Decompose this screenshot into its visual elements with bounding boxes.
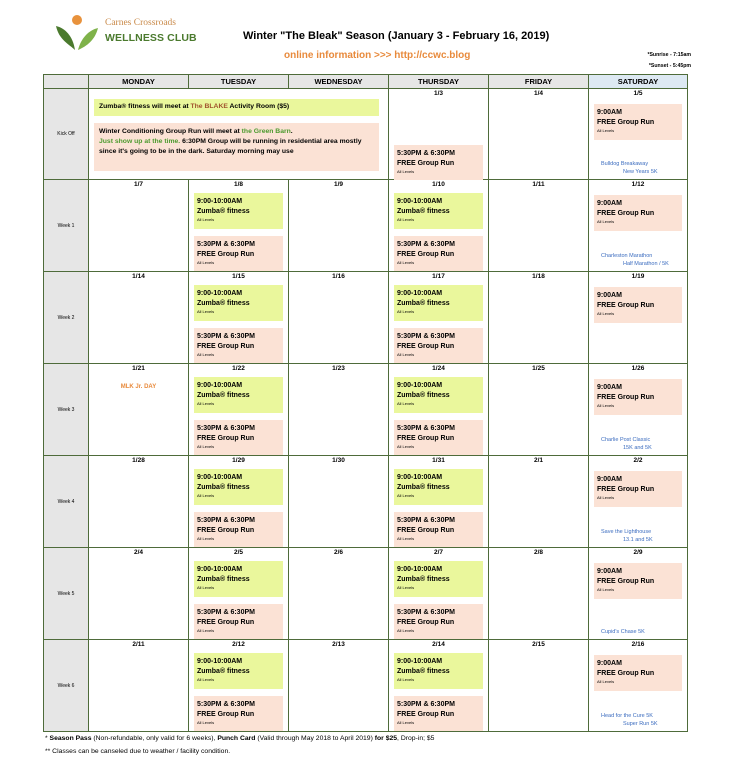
event-group-run[interactable]: 5:30PM & 6:30PM FREE Group Run All Levels — [394, 696, 483, 731]
date-label: 2/15 — [532, 641, 545, 648]
race-note: Bulldog Breakaway New Years 5K — [601, 161, 658, 175]
event-group-run[interactable]: 5:30PM & 6:30PM FREE Group Run All Levels — [394, 604, 483, 639]
race-note: Charleston Marathon Half Marathon / 5K — [601, 253, 669, 267]
col-header-monday: MONDAY — [89, 75, 189, 89]
race-note: Save the Lighthouse 13.1 and 5K — [601, 529, 653, 543]
col-header-wednesday: WEDNESDAY — [289, 75, 389, 89]
date-label: 1/4 — [533, 90, 544, 97]
event-group-run[interactable]: 5:30PM & 6:30PM FREE Group Run All Levels — [194, 696, 283, 731]
col-header-thursday: THURSDAY — [389, 75, 489, 89]
page-title: Winter "The Bleak" Season (January 3 - February 16, 2019) — [243, 30, 550, 42]
day-cell-wed — [289, 364, 389, 456]
day-cell-mon — [89, 548, 189, 640]
run-show-up-note: Just show up at the time. — [99, 138, 181, 145]
date-label: 1/11 — [532, 181, 545, 188]
date-label: 1/22 — [232, 365, 245, 372]
day-cell-mon — [89, 272, 189, 364]
day-cell-sat — [589, 180, 688, 272]
day-cell-sat — [589, 89, 688, 180]
day-cell-thu — [389, 364, 489, 456]
event-zumba[interactable]: 9:00-10:00AM Zumba® fitness All Levels — [194, 285, 283, 321]
week-row — [44, 640, 688, 732]
date-label: 2/2 — [633, 457, 643, 464]
event-saturday-run[interactable]: 9:00AM FREE Group Run All Levels — [594, 379, 682, 415]
row-label-week: Week 1 — [44, 180, 89, 272]
week-row — [44, 548, 688, 640]
day-cell-thu — [389, 548, 489, 640]
date-label: 1/3 — [433, 90, 444, 97]
footer-pricing-note: * Season Pass (Non-refundable, only valid for 6 weeks), Punch Card (Valid through May 2018 to April 2019) for $25, Drop-in; $5 — [45, 735, 435, 742]
date-label: 2/4 — [133, 549, 144, 556]
event-group-run[interactable]: 5:30PM & 6:30PM FREE Group Run All Levels — [194, 512, 283, 547]
day-cell-wed — [289, 180, 389, 272]
kickoff-row — [44, 89, 688, 180]
day-cell-thu — [389, 272, 489, 364]
event-zumba[interactable]: 9:00-10:00AM Zumba® fitness All Levels — [394, 285, 483, 321]
day-cell-tue — [189, 456, 289, 548]
col-header-friday: FRIDAY — [489, 75, 589, 89]
event-saturday-run[interactable]: 9:00AM FREE Group Run All Levels — [594, 471, 682, 507]
day-cell-wed — [289, 456, 389, 548]
day-cell-fri — [489, 640, 589, 732]
date-label: 2/1 — [533, 457, 544, 464]
date-label: 2/5 — [233, 549, 244, 556]
date-label: 1/14 — [132, 273, 145, 280]
day-cell-thu — [389, 89, 489, 180]
date-label: 1/24 — [432, 365, 445, 372]
day-cell-fri — [489, 456, 589, 548]
footer-cancel-note: ** Classes can be canseled due to weather / facility condition. — [45, 748, 231, 755]
event-saturday-run[interactable]: 9:00AM FREE Group Run All Levels — [594, 104, 682, 140]
day-cell-thu — [389, 456, 489, 548]
week-row — [44, 272, 688, 364]
race-note: Cupid's Chase 5K — [601, 629, 645, 635]
date-label: 1/18 — [532, 273, 545, 280]
event-zumba[interactable]: 9:00-10:00AM Zumba® fitness All Levels — [194, 653, 283, 689]
event-group-run[interactable]: 5:30PM & 6:30PM FREE Group Run All Levels — [394, 512, 483, 547]
event-saturday-run[interactable]: 9:00AM FREE Group Run All Levels — [594, 287, 682, 323]
event-saturday-run[interactable]: 9:00AM FREE Group Run All Levels — [594, 563, 682, 599]
date-label: 1/29 — [232, 457, 245, 464]
day-cell-fri — [489, 180, 589, 272]
kickoff-info-cell — [89, 89, 389, 180]
date-label: 1/30 — [332, 457, 345, 464]
kickoff-zumba-note: Zumba® fitness will meet at The BLAKE Activity Room ($5) — [94, 99, 379, 116]
event-saturday-run[interactable]: 9:00AM FREE Group Run All Levels — [594, 195, 682, 231]
row-label-week: Week 3 — [44, 364, 89, 456]
col-header-saturday: SATURDAY — [589, 75, 688, 89]
day-cell-fri — [489, 548, 589, 640]
event-zumba[interactable]: 9:00-10:00AM Zumba® fitness All Levels — [394, 561, 483, 597]
date-label: 2/14 — [432, 641, 445, 648]
week-row — [44, 456, 688, 548]
date-label: 1/28 — [132, 457, 145, 464]
row-label-week: Week 5 — [44, 548, 89, 640]
schedule-calendar — [43, 74, 688, 732]
day-cell-mon — [89, 456, 189, 548]
date-label: 1/19 — [631, 273, 645, 280]
date-label: 2/12 — [232, 641, 245, 648]
day-cell-fri — [489, 89, 589, 180]
day-cell-tue — [189, 364, 289, 456]
logo-text-top: Carnes Crossroads — [105, 18, 176, 28]
event-group-run[interactable]: 5:30PM & 6:30PM FREE Group Run All Levels — [394, 328, 483, 363]
date-label: 1/17 — [432, 273, 445, 280]
event-zumba[interactable]: 9:00-10:00AM Zumba® fitness All Levels — [394, 469, 483, 505]
date-label: 1/23 — [332, 365, 345, 372]
day-cell-fri — [489, 272, 589, 364]
date-label: 2/7 — [433, 549, 444, 556]
day-cell-wed — [289, 640, 389, 732]
date-label: 1/15 — [232, 273, 245, 280]
sunset-note: *Sunset - 5:45pm — [648, 63, 691, 69]
day-cell-sat — [589, 364, 688, 456]
week-row — [44, 180, 688, 272]
row-label-kickoff: Kick Off — [44, 89, 89, 180]
date-label: 1/8 — [233, 181, 244, 188]
event-zumba[interactable]: 9:00-10:00AM Zumba® fitness All Levels — [194, 377, 283, 413]
event-zumba[interactable]: 9:00-10:00AM Zumba® fitness All Levels — [394, 653, 483, 689]
event-group-run[interactable]: 5:30PM & 6:30PM FREE Group Run All Levels — [194, 420, 283, 455]
event-group-run[interactable]: 5:30PM & 6:30PM FREE Group Run All Levels — [394, 236, 483, 271]
day-cell-thu — [389, 640, 489, 732]
date-label: 1/25 — [532, 365, 545, 372]
date-label: 1/31 — [432, 457, 445, 464]
holiday-note: MLK Jr. DAY — [120, 384, 157, 390]
event-saturday-run[interactable]: 9:00AM FREE Group Run All Levels — [594, 655, 682, 691]
online-info-link[interactable]: online information >>> http://ccwc.blog — [284, 50, 471, 61]
sunrise-note: *Sunrise - 7:15am — [647, 52, 691, 58]
date-label: 1/16 — [332, 273, 345, 280]
day-cell-tue — [189, 548, 289, 640]
day-cell-fri — [489, 364, 589, 456]
date-label: 1/9 — [333, 181, 344, 188]
date-label: 1/5 — [633, 90, 643, 97]
date-label: 2/8 — [533, 549, 544, 556]
day-cell-thu — [389, 180, 489, 272]
row-label-week: Week 2 — [44, 272, 89, 364]
leaf-logo-icon — [55, 14, 99, 54]
day-cell-wed — [289, 548, 389, 640]
row-label-week: Week 6 — [44, 640, 89, 732]
date-label: 1/10 — [432, 181, 445, 188]
date-label: 2/9 — [633, 549, 643, 556]
date-label: 2/13 — [332, 641, 345, 648]
date-label: 2/6 — [333, 549, 344, 556]
day-cell-sat — [589, 272, 688, 364]
logo-text-bottom: WELLNESS CLUB — [105, 32, 197, 44]
event-group-run[interactable]: 5:30PM & 6:30PM FREE Group Run All Levels — [194, 236, 283, 271]
day-cell-tue — [189, 180, 289, 272]
date-label: 1/26 — [631, 365, 645, 372]
date-label: 1/12 — [631, 181, 645, 188]
day-cell-mon — [89, 640, 189, 732]
event-group-run[interactable]: 5:30PM & 6:30PM FREE Group Run All Levels — [394, 145, 483, 180]
event-zumba[interactable]: 9:00-10:00AM Zumba® fitness All Levels — [194, 561, 283, 597]
event-zumba[interactable]: 9:00-10:00AM Zumba® fitness All Levels — [394, 377, 483, 413]
corner-cell — [44, 75, 89, 89]
run-location: the Green Barn — [241, 128, 291, 135]
date-label: 2/11 — [132, 641, 145, 648]
club-logo — [55, 14, 195, 54]
week-row — [44, 364, 688, 456]
day-cell-sat — [589, 456, 688, 548]
calendar-header-row — [44, 75, 688, 89]
date-label: 2/16 — [631, 641, 645, 648]
day-cell-tue — [189, 272, 289, 364]
day-cell-tue — [189, 640, 289, 732]
zumba-location: The BLAKE — [190, 103, 228, 110]
date-label: 1/21 — [132, 365, 145, 372]
race-note: Charlie Post Classic 15K and 5K — [601, 437, 652, 451]
event-zumba[interactable]: 9:00-10:00AM Zumba® fitness All Levels — [194, 193, 283, 229]
row-label-week: Week 4 — [44, 456, 89, 548]
day-cell-sat — [589, 548, 688, 640]
day-cell-mon — [89, 364, 189, 456]
event-group-run[interactable]: 5:30PM & 6:30PM FREE Group Run All Levels — [394, 420, 483, 455]
col-header-tuesday: TUESDAY — [189, 75, 289, 89]
day-cell-sat — [589, 640, 688, 732]
day-cell-mon — [89, 180, 189, 272]
event-group-run[interactable]: 5:30PM & 6:30PM FREE Group Run All Levels — [194, 604, 283, 639]
day-cell-wed — [289, 272, 389, 364]
date-label: 1/7 — [133, 181, 144, 188]
race-note: Head for the Cure 5K Super Run 5K — [601, 713, 658, 727]
event-zumba[interactable]: 9:00-10:00AM Zumba® fitness All Levels — [394, 193, 483, 229]
event-group-run[interactable]: 5:30PM & 6:30PM FREE Group Run All Levels — [194, 328, 283, 363]
event-zumba[interactable]: 9:00-10:00AM Zumba® fitness All Levels — [194, 469, 283, 505]
kickoff-run-note: Winter Conditioning Group Run will meet at the Green Barn. Just show up at the time. 6:30PM Group will be running in residential area mostly since it's going to be in the dark. Saturday morning may use — [94, 123, 379, 171]
